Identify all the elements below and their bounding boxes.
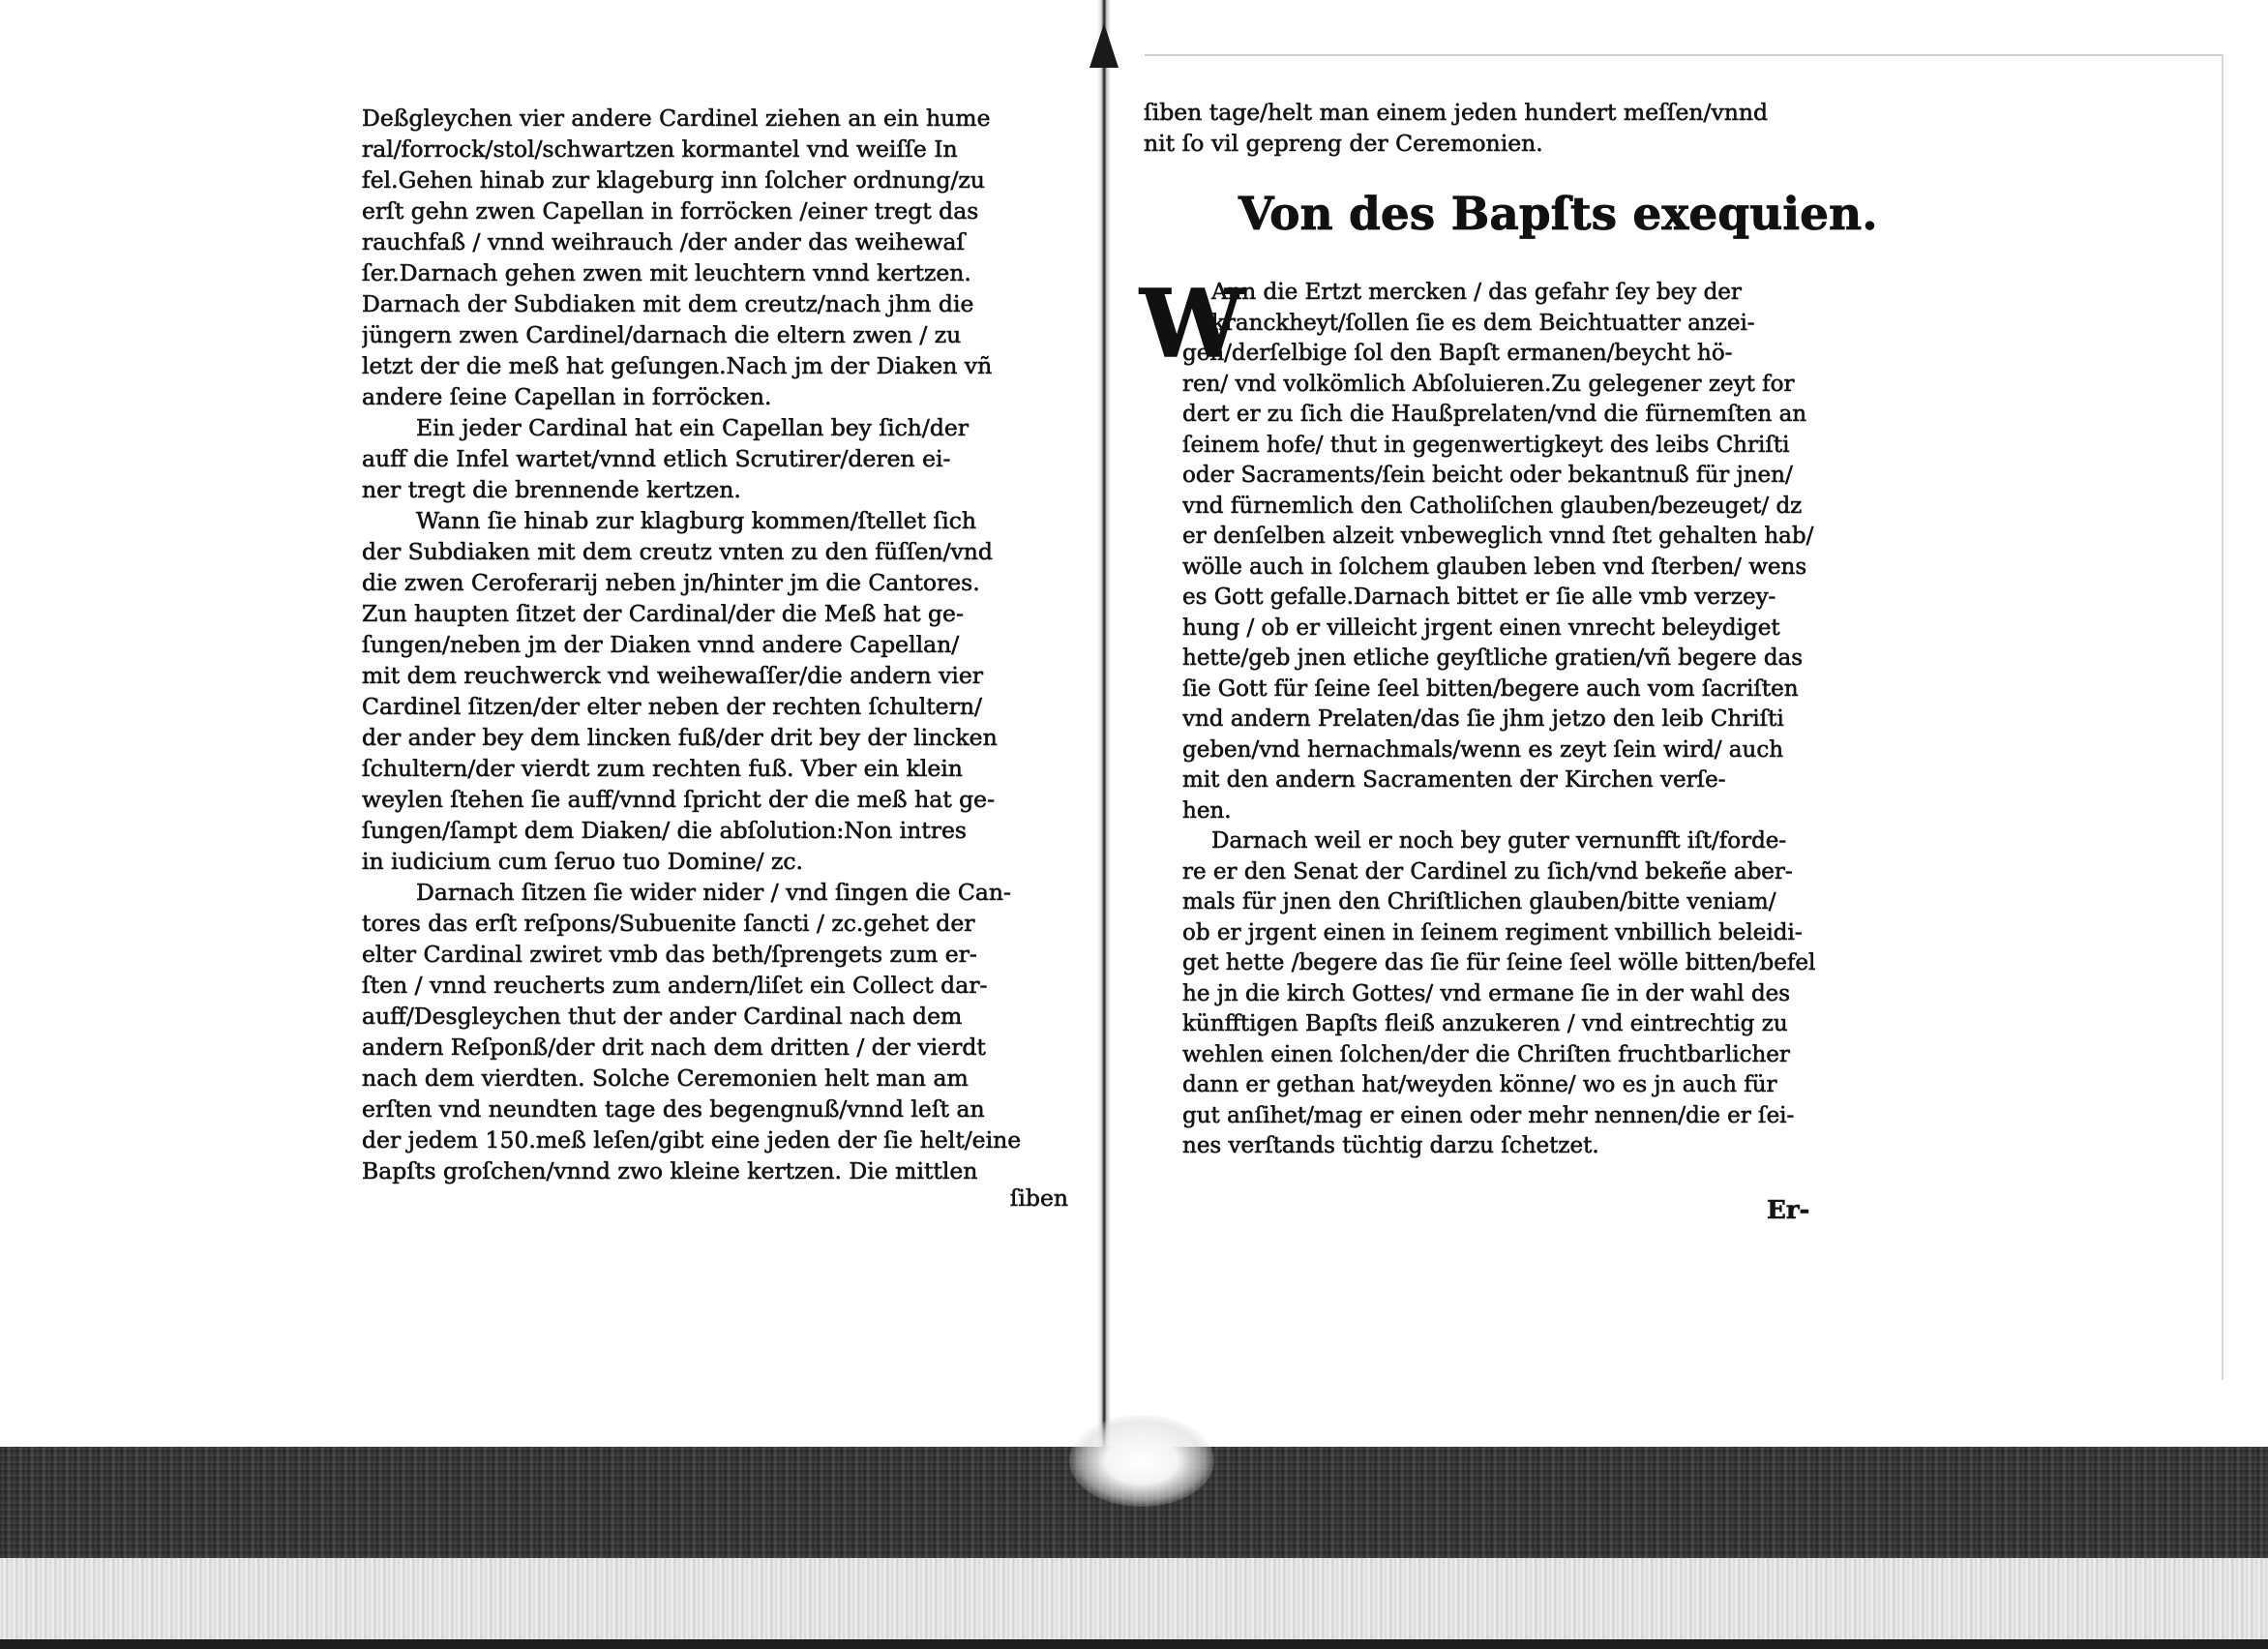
text-line: erſten vnd neundten tage des begengnuß/vnnd leſt an [362, 1095, 985, 1123]
text-line: nit ſo vil gepreng der Ceremonien. [1144, 130, 1543, 157]
text-line: in iudicium cum ſeruo tuo Domine/ zc. [362, 848, 803, 875]
text-line: ſchultern/der vierdt zum rechten fuß. Vber ein klein [362, 755, 963, 782]
text-line: Wann ſie hinab zur klagburg kommen/ſtellet ſich [416, 507, 977, 534]
text-line: re er den Senat der Cardinel zu ſich/vnd bekeñe aber- [1182, 858, 1793, 884]
book-gutter [1097, 0, 1111, 1447]
text-line: es Gott gefalle.Darnach bittet er ſie alle vmb verzey- [1182, 585, 1776, 610]
text-line: elter Cardinal zwiret vmb das beth/ſprengets zum er- [362, 941, 977, 968]
text-line: ral/forrock/stol/schwartzen kormantel vnd weiſſe In [362, 135, 958, 163]
text-line: ob er jrgent einen in ſeinem regiment vnbillich beleidi- [1182, 919, 1803, 945]
text-line: Zun haupten ſitzet der Cardinal/der die Meß hat ge- [362, 600, 964, 627]
text-line: der jedem 150.meß leſen/gibt eine jeden der ſie helt/eine [362, 1126, 1022, 1154]
scanner-bed-light [0, 1558, 2268, 1649]
text-line: der ander bey dem lincken fuß/der drit bey der lincken [362, 724, 998, 751]
text-line: wehlen einen ſolchen/der die Chriſten fruchtbarlicher [1182, 1041, 1790, 1067]
text-line: nach dem vierdten. Solche Ceremonien helt man am [362, 1064, 969, 1092]
scan-bottom-edge [0, 1639, 2268, 1649]
text-line: Ein jeder Cardinal hat ein Capellan bey ſich/der [416, 414, 970, 441]
text-line: get hette /begere das ſie für ſeine ſeel wölle bitten/befel [1182, 950, 1816, 975]
right-text-column [1140, 269, 1840, 1162]
text-line: ſungen/ſampt dem Diaken/ die abſolution:Non intres [362, 817, 967, 844]
text-line: Ann die Ertzt mercken / das gefahr ſey bey der [1211, 280, 1742, 305]
text-line: auff/Desgleychen thut der ander Cardinal nach dem [362, 1003, 963, 1030]
text-line: der Subdiaken mit dem creutz vnten zu den füſſen/vnd [362, 538, 993, 565]
text-line: gen/derſelbige ſol den Bapſt ermanen/beycht hö- [1182, 341, 1733, 366]
page-edge-line [1145, 54, 2223, 56]
text-line: Darnach ſitzen ſie wider nider / vnd ſingen die Can- [416, 879, 1011, 906]
text-line: mit dem reuchwerck vnd weihewaſſer/die andern vier [362, 662, 984, 689]
text-line: andern Reſponß/der drit nach dem dritten / der vierdt [362, 1034, 986, 1061]
text-line: nes verſtands tüchtig darzu ſchetzet. [1182, 1133, 1599, 1158]
text-line: ſungen/neben jm der Diaken vnnd andere Capellan/ [362, 631, 960, 658]
text-line: letzt der die meß hat geſungen.Nach jm der Diaken vñ [362, 352, 993, 379]
drop-cap-initial: W [1140, 269, 1244, 378]
text-line: Darnach weil er noch bey guter vernunfft iſt/forde- [1211, 828, 1787, 854]
text-line: wölle auch in ſolchem glauben leben vnd ſterben/ wens [1182, 554, 1807, 580]
text-line: ſiben tage/helt man einem jeden hundert meſſen/vnnd [1144, 99, 1769, 126]
section-heading: Von des Bapſts exequien. [1238, 188, 1878, 241]
text-line: kranckheyt/ſollen ſie es dem Beichtuatter anzei- [1211, 310, 1755, 336]
text-line: oder Sacraments/ſein beicht oder bekantnuß für jnen/ [1182, 463, 1793, 488]
text-line: dert er zu ſich die Haußprelaten/vnd die fürnemſten an [1182, 402, 1807, 427]
gutter-shadow-tip [1089, 23, 1119, 68]
text-line: ſie Gott für ſeine ſeel bitten/begere auch vom ſacriſten [1182, 675, 1799, 702]
text-line: tores das erſt reſpons/Subuenite ſancti / zc.gehet der [362, 910, 975, 937]
text-line: hette/geb jnen etliche geyſtliche gratien/vñ begere das [1182, 645, 1804, 671]
text-line: geben/vnd hernachmals/wenn es zeyt ſein wird/ auch [1182, 736, 1784, 763]
text-line: weylen ſtehen ſie auff/vnnd ſpricht der die meß hat ge- [362, 786, 996, 813]
text-line: künfftigen Bapſts fleiß anzukeren / vnd eintrechtig zu [1182, 1011, 1788, 1036]
catchword: Er- [1767, 1196, 1810, 1225]
text-line: andere ſeine Capellan in forröcken. [362, 383, 772, 410]
text-line: ner tregt die brennende kertzen. [362, 476, 741, 503]
text-line: ſten / vnnd reucherts zum andern/liſet ein Collect dar- [362, 972, 988, 999]
light-flare [1069, 1415, 1214, 1507]
text-line: vnd fürnemlich den Catholiſchen glauben/bezeuget/ dz [1182, 493, 1803, 519]
catchword: ſiben [1009, 1184, 1068, 1212]
text-line: he jn die kirch Gottes/ vnd ermane ſie in der wahl des [1182, 980, 1791, 1006]
text-line: mals für jnen den Chriſtlichen glauben/bitte veniam/ [1182, 889, 1776, 914]
text-line: vnd andern Prelaten/das ſie jhm jetzo den leib Chriſti [1182, 706, 1784, 732]
text-line: jüngern zwen Cardinel/darnach die eltern zwen / zu [362, 321, 962, 348]
text-line: mit den andern Sacramenten der Kirchen verſe- [1182, 767, 1726, 793]
text-line: Cardinel ſitzen/der elter neben der rechten ſchultern/ [362, 693, 982, 720]
text-line: Darnach der Subdiaken mit dem creutz/nach jhm die [362, 290, 974, 317]
text-line: ſer.Darnach gehen zwen mit leuchtern vnnd kertzen. [362, 259, 971, 286]
right-top-lines [1144, 97, 1840, 159]
text-line: hen. [1182, 797, 1232, 824]
text-line: ſeinem hofe/ thut in gegenwertigkeyt des leibs Chriſti [1182, 432, 1790, 458]
text-line: gut anſihet/mag er einen oder mehr nennen/die er ſei- [1182, 1102, 1795, 1128]
left-text-column [362, 103, 1068, 1214]
text-line: hung / ob er villeicht jrgent einen vnrecht beleydiget [1182, 615, 1780, 641]
text-line: ren/ vnd volkömlich Abſoluieren.Zu gelegener zeyt for [1182, 371, 1795, 397]
text-line: fel.Gehen hinab zur klageburg inn ſolcher ordnung/zu [362, 166, 985, 194]
text-line: dann er gethan hat/weyden könne/ wo es jn auch für [1182, 1072, 1777, 1097]
text-line: er denſelben alzeit vnbeweglich vnnd ſtet gehalten hab/ [1182, 524, 1814, 549]
page-edge-line [2222, 54, 2223, 1380]
text-line: Bapſts groſchen/vnnd zwo kleine kertzen. Die mittlen [362, 1157, 978, 1184]
text-line: Deßgleychen vier andere Cardinel ziehen an ein hume [362, 105, 991, 132]
text-line: die zwen Ceroferarij neben jn/hinter jm die Cantores. [362, 569, 980, 596]
text-line: auff die Infel wartet/vnnd etlich Scrutirer/deren ei- [362, 445, 951, 472]
text-line: erſt gehn zwen Capellan in forröcken /einer tregt das [362, 197, 979, 225]
text-line: rauchfaß / vnnd weihrauch /der ander das weihewaſ [362, 228, 966, 255]
